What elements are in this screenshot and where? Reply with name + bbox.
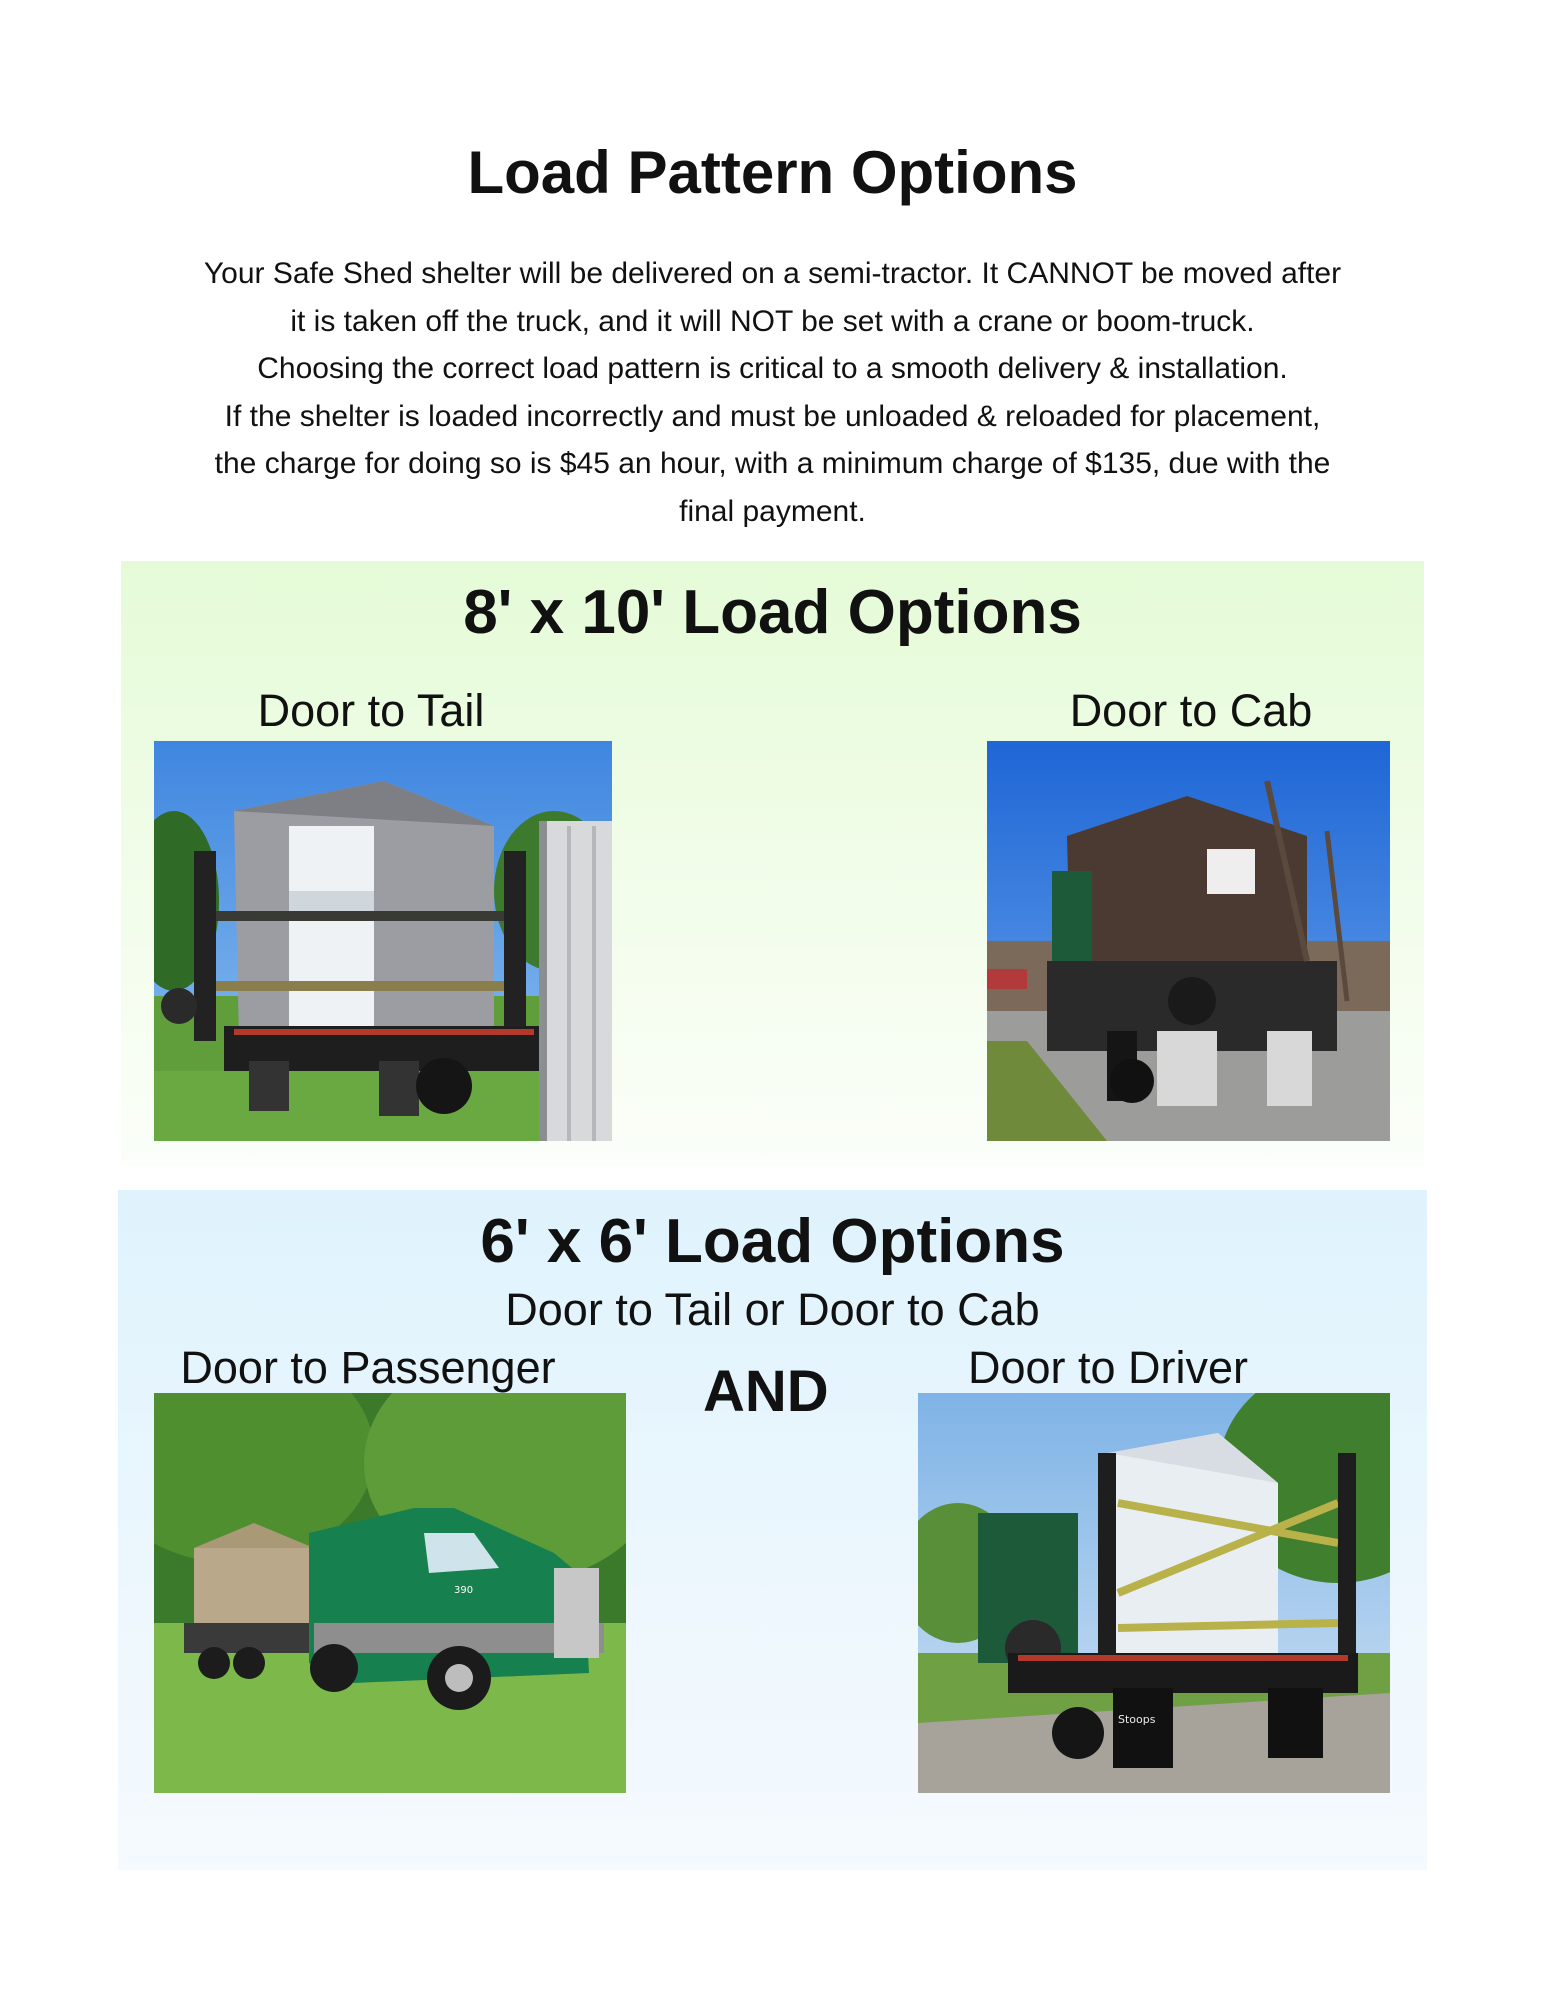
door-to-passenger-photo — [154, 1393, 626, 1793]
intro-line: If the shelter is loaded incorrectly and must be unloaded & reloaded for placement, — [224, 399, 1321, 433]
section-6x6-panel — [118, 1190, 1427, 1870]
and-connector: AND — [703, 1359, 829, 1424]
section-6x6-subheading: Door to Tail or Door to Cab — [505, 1284, 1040, 1335]
door-to-tail-photo — [154, 741, 612, 1141]
section-8x10-panel — [121, 561, 1424, 1165]
intro-line: Choosing the correct load pattern is critical to a smooth delivery & installation. — [257, 352, 1288, 385]
intro-paragraph — [140, 250, 1405, 535]
door-to-tail-label: Door to Tail — [257, 685, 485, 736]
intro-line: Your Safe Shed shelter will be delivered on a semi-tractor. It CANNOT be moved after — [203, 257, 1342, 290]
door-to-cab-label: Door to Cab — [1069, 685, 1313, 736]
intro-line: final payment. — [679, 494, 866, 528]
door-to-passenger-label: Door to Passenger — [180, 1342, 556, 1393]
door-to-driver-label: Door to Driver — [967, 1342, 1249, 1393]
truck-number-text: 390 — [454, 1585, 474, 1596]
truck-brand-text: Stoops — [1118, 1713, 1156, 1726]
page-title: Load Pattern Options — [467, 139, 1078, 206]
door-to-cab-photo — [987, 741, 1390, 1141]
intro-line: the charge for doing so is $45 an hour, with a minimum charge of $135, due with the — [214, 447, 1331, 480]
door-to-driver-photo — [918, 1393, 1390, 1793]
intro-line: it is taken off the truck, and it will NOT be set with a crane or boom-truck. — [290, 304, 1255, 338]
section-6x6-heading: 6' x 6' Load Options — [480, 1207, 1065, 1276]
section-8x10-heading: 8' x 10' Load Options — [463, 578, 1082, 647]
